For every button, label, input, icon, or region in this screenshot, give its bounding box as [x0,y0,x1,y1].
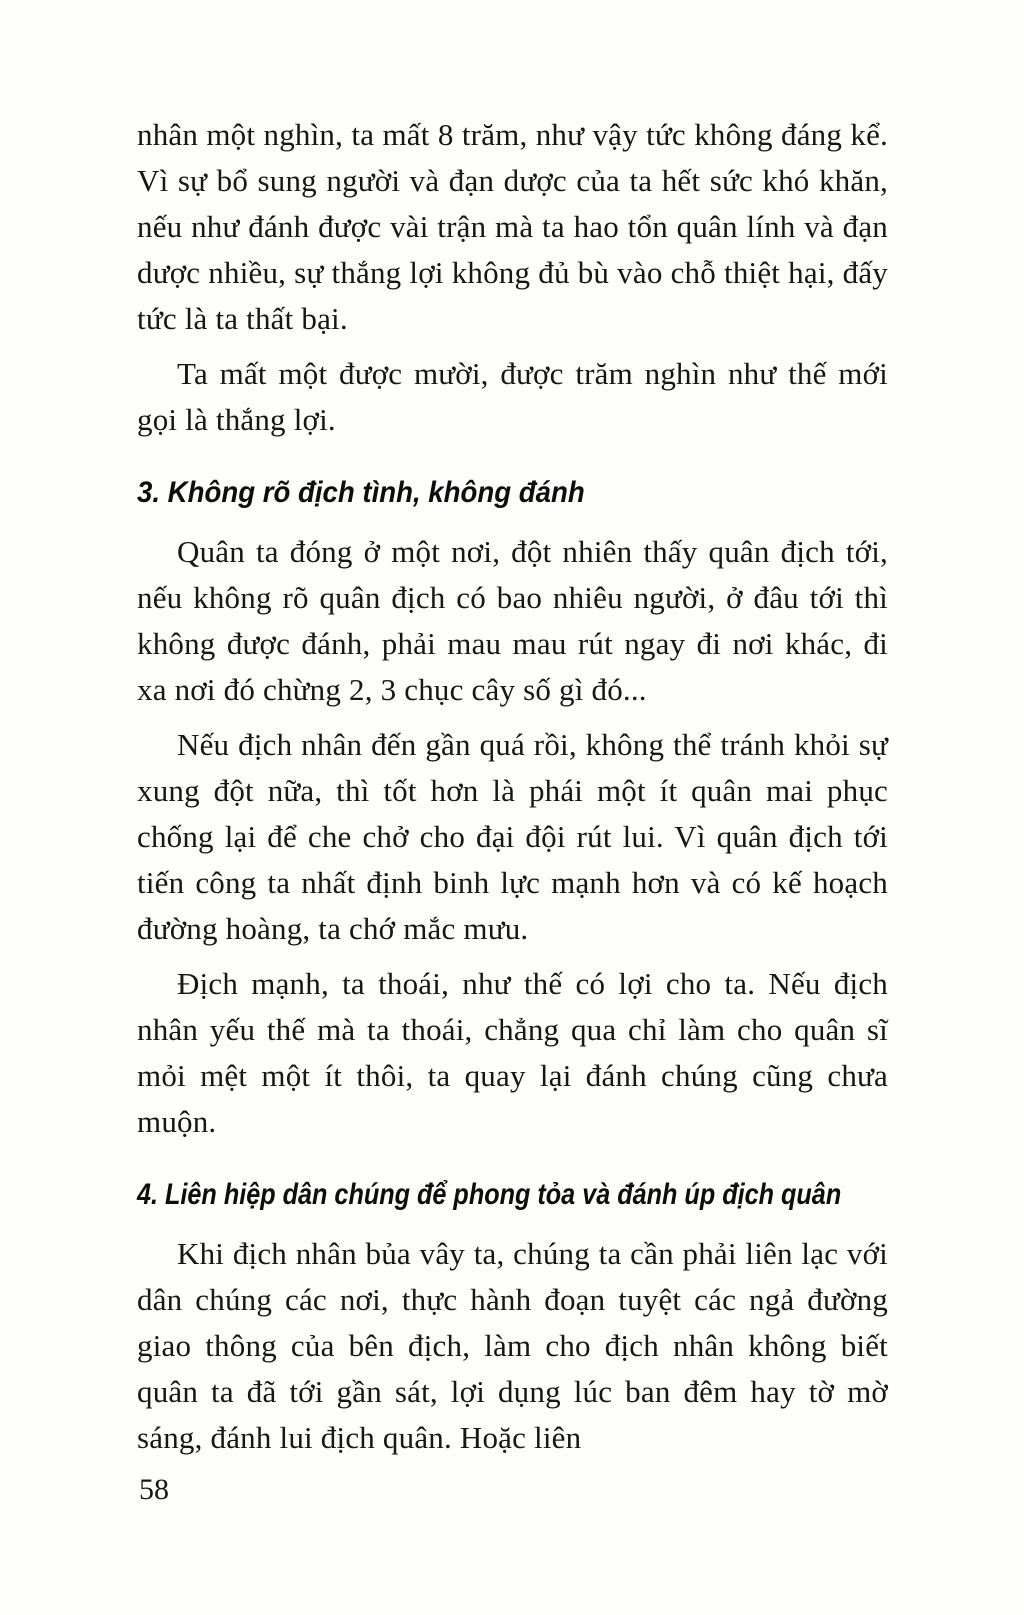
paragraph: Quân ta đóng ở một nơi, đột nhiên thấy quân địch tới, nếu không rõ quân địch có bao nhiêu người, ở đâu tới thì không được đánh, phải mau mau rút ngay đi nơi khác, đi xa nơi đó chừng 2, 3 chục cây số gì đó... [137,534,888,707]
section-heading-3: 3. Không rõ địch tình, không đánh [137,476,585,509]
page-number: 58 [139,1473,169,1506]
paragraph: Ta mất một được mười, được trăm nghìn như thế mới gọi là thắng lợi. [137,356,888,437]
paragraph-continuation: nhân một nghìn, ta mất 8 trăm, như vậy tức không đáng kể. Vì sự bổ sung người và đạn dược của ta hết sức khó khăn, nếu như đánh được vài trận mà ta hao tổn quân lính và đạn dược nhiều, sự thắng lợi không đủ bù vào chỗ thiệt hại, đấy tức là ta thất bại. [137,117,888,336]
paragraph: Nếu địch nhân đến gần quá rồi, không thể tránh khỏi sự xung đột nữa, thì tốt hơn là phái một ít quân mai phục chống lại để che chở cho đại đội rút lui. Vì quân địch tới tiến công ta nhất định binh lực mạnh hơn và có kế hoạch đường hoàng, ta chớ mắc mưu. [137,727,888,946]
section-heading-4: 4. Liên hiệp dân chúng để phong tỏa và đánh úp địch quân [137,1178,842,1211]
paragraph: Khi địch nhân bủa vây ta, chúng ta cần phải liên lạc với dân chúng các nơi, thực hành đoạn tuyệt các ngả đường giao thông của bên địch, làm cho địch nhân không biết quân ta đã tới gần sát, lợi dụng lúc ban đêm hay tờ mờ sáng, đánh lui địch quân. Hoặc liên [137,1236,888,1455]
paragraph: Địch mạnh, ta thoái, như thế có lợi cho ta. Nếu địch nhân yếu thế mà ta thoái, chẳng qua chỉ làm cho quân sĩ mỏi mệt một ít thôi, ta quay lại đánh chúng cũng chưa muộn. [137,966,888,1139]
